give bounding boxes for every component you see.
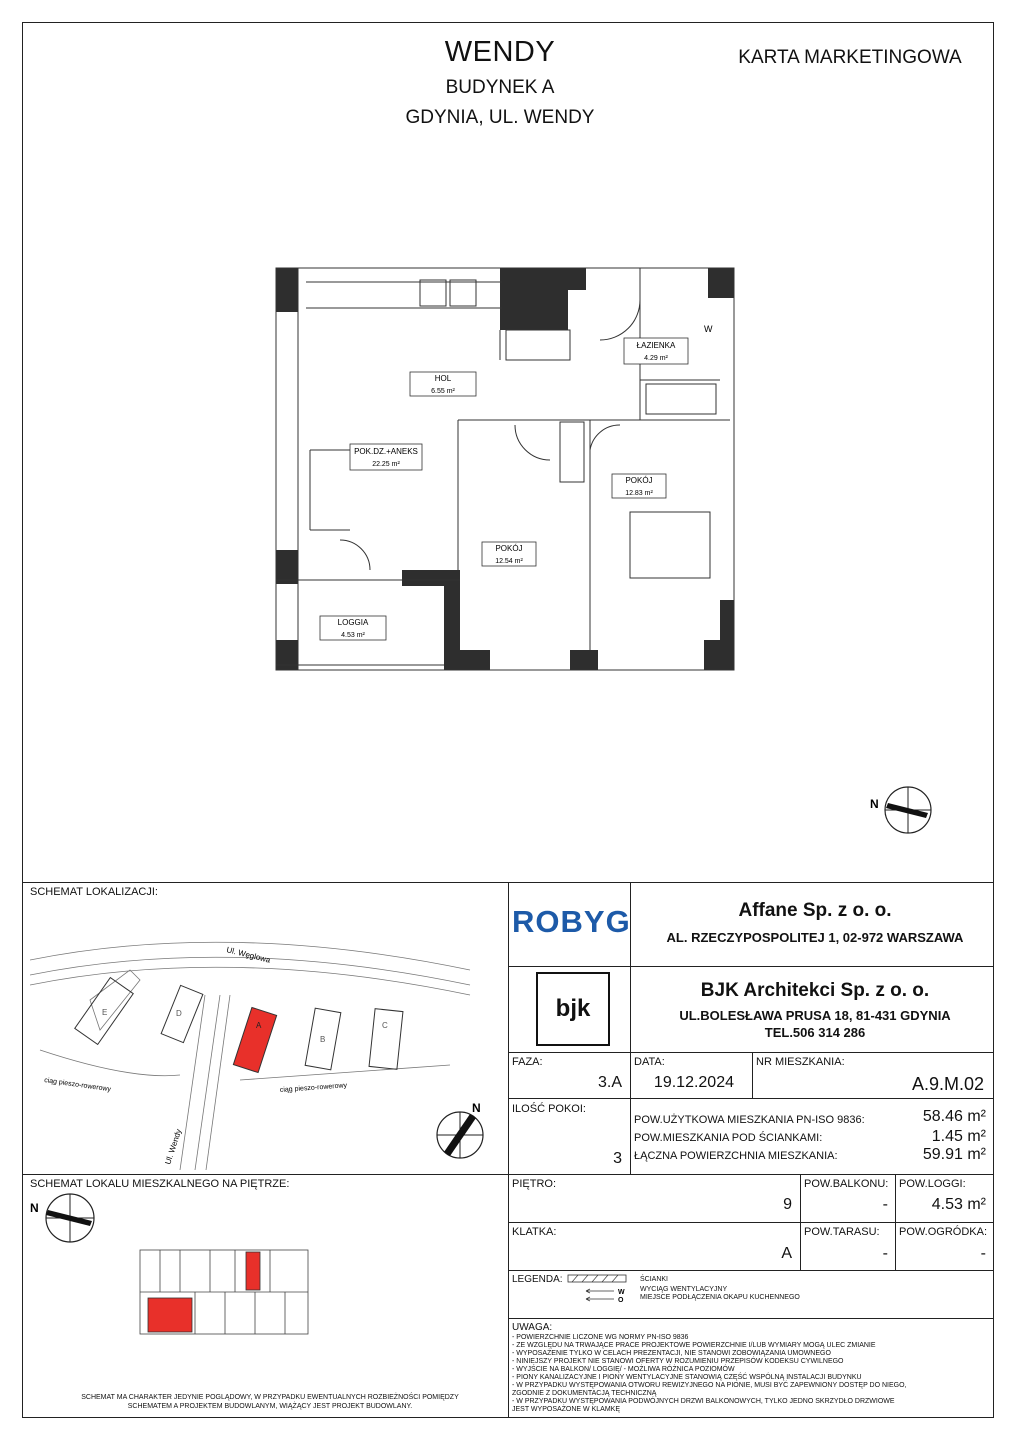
street-wendy: Ul. Wendy bbox=[163, 1127, 184, 1166]
legend-hood: MIEJSCE PODŁĄCZENIA OKAPU KUCHENNEGO bbox=[640, 1294, 800, 1301]
vent-mark: W bbox=[704, 324, 713, 334]
robyg-logo: ROBYG bbox=[512, 904, 631, 939]
room-lazienka-name: ŁAZIENKA bbox=[636, 341, 676, 350]
room-pokoj2-name: POKÓJ bbox=[495, 544, 523, 553]
room-pokoj2-area: 12.54 m² bbox=[495, 558, 523, 565]
note-line: - W PRZYPADKU WYSTĘPOWANIA OTWORU REWIZYJNEGO NA PIONIE, MUSI BYĆ ZAPEWNIONY DOSTĘP DO NIEGO, bbox=[512, 1382, 907, 1389]
note-line: - NINIEJSZY PROJEKT NIE STANOWI OFERTY W ROZUMIENIU PRZEPISÓW KODEKSU CYWILNEGO bbox=[512, 1358, 844, 1365]
compass-letter: N bbox=[870, 797, 879, 811]
room-loggia-name: LOGGIA bbox=[337, 618, 369, 627]
legend-label: LEGENDA: bbox=[512, 1274, 563, 1285]
pow-sciany-value: 1.45 m² bbox=[931, 1128, 986, 1145]
note-line: - WYJŚCIE NA BALKON/ LOGGIĘ/ - MOŻLIWA RÓŻNICA POZIOMÓW bbox=[512, 1366, 735, 1373]
note-line: - PIONY KANALIZACYJNE I PIONY WENTYLACYJNE STANOWIĄ CZĘŚĆ WSPÓLNĄ INSTALACJI BUDYNKU bbox=[512, 1374, 862, 1381]
notes-label: UWAGA: bbox=[512, 1322, 553, 1333]
map-building-e: E bbox=[102, 1008, 108, 1017]
floor-plan bbox=[270, 260, 740, 680]
note-line: ZGODNIE Z DOKUMENTACJĄ TECHNICZNĄ bbox=[512, 1390, 657, 1397]
path-2: ciąg pieszo-rowerowy bbox=[279, 1082, 348, 1094]
nr-label: NR MIESZKANIA: bbox=[756, 1056, 845, 1068]
pow-sciany-label: POW.MIESZKANIA POD ŚCIANKAMI: bbox=[634, 1132, 823, 1144]
architect-name: BJK Architekci Sp. z o. o. bbox=[700, 980, 930, 1001]
klatka-value: A bbox=[781, 1245, 792, 1262]
klatka-label: KLATKA: bbox=[512, 1226, 557, 1238]
card-type: KARTA MARKETINGOWA bbox=[738, 47, 962, 68]
data-label: DATA: bbox=[634, 1056, 665, 1068]
building-name: BUDYNEK A bbox=[445, 77, 555, 98]
legend-w-mark: W bbox=[618, 1289, 625, 1296]
floor-scheme-label: SCHEMAT LOKALU MIESZKALNEGO NA PIĘTRZE: bbox=[30, 1178, 290, 1190]
bjk-logo: bjk bbox=[536, 972, 610, 1046]
note-line: - ZE WZGLĘDU NA TRWAJĄCE PRACE PROJEKTOWE POWIERZCHNIE I/LUB WYMIARY MOGĄ ULEC ZMIANIE bbox=[512, 1342, 876, 1349]
loggia-label: POW.LOGGI: bbox=[899, 1178, 966, 1190]
path-1: ciąg pieszo-rowerowy bbox=[43, 1077, 112, 1094]
disclaimer-2: SCHEMATEM A PROJEKTEM BUDOWLANYM, WIĄŻĄCY JEST PROJEKT BUDOWLANY. bbox=[127, 1403, 413, 1410]
note-line: - POWIERZCHNIE LICZONE WG NORMY PN-ISO 9836 bbox=[512, 1334, 689, 1341]
pow-uzytkowa-value: 58.46 m² bbox=[922, 1108, 986, 1125]
balkon-value: - bbox=[882, 1196, 888, 1213]
location-compass-letter: N bbox=[472, 1101, 481, 1115]
room-living-name: POK.DZ.+ANEKS bbox=[354, 447, 418, 456]
nr-value: A.9.M.02 bbox=[911, 1074, 984, 1094]
developer-name: Affane Sp. z o. o. bbox=[738, 900, 892, 921]
room-living-area: 22.25 m² bbox=[372, 461, 400, 468]
room-hol-area: 6.55 m² bbox=[431, 388, 455, 395]
note-line: - W PRZYPADKU WYSTĘPOWANIA PODWÓJNYCH DRZWI BALKONOWYCH, TYLKO JEDNO SKRZYDŁO DRZWIOWE bbox=[512, 1398, 895, 1405]
developer-address: AL. RZECZYPOSPOLITEJ 1, 02-972 WARSZAWA bbox=[666, 930, 964, 945]
pokoje-value: 3 bbox=[613, 1150, 622, 1167]
legend-symbols bbox=[566, 1274, 630, 1304]
taras-value: - bbox=[882, 1245, 888, 1262]
data-value: 19.12.2024 bbox=[653, 1074, 734, 1091]
room-loggia-area: 4.53 m² bbox=[341, 632, 365, 639]
faza-value: 3.A bbox=[597, 1074, 622, 1091]
legend-vent: WYCIĄG WENTYLACYJNY bbox=[640, 1286, 728, 1293]
architect-address: UL.BOLESŁAWA PRUSA 18, 81-431 GDYNIA bbox=[679, 1008, 951, 1023]
room-hol-name: HOL bbox=[434, 374, 452, 383]
pow-uzytkowa-label: POW.UŻYTKOWA MIESZKANIA PN-ISO 9836: bbox=[634, 1114, 865, 1126]
floor-scheme-map bbox=[30, 1190, 500, 1390]
pietro-value: 9 bbox=[783, 1196, 792, 1213]
room-pokoj1-name: POKÓJ bbox=[625, 476, 653, 485]
address: GDYNIA, UL. WENDY bbox=[405, 107, 595, 128]
taras-label: POW.TARASU: bbox=[804, 1226, 880, 1238]
note-line: JEST WYPOSAŻONE W KLAMKĘ bbox=[512, 1406, 621, 1413]
street-weglowa: Ul. Węglowa bbox=[225, 945, 272, 965]
location-map bbox=[30, 900, 500, 1170]
pokoje-label: ILOŚĆ POKOI: bbox=[512, 1103, 586, 1115]
room-pokoj1-area: 12.83 m² bbox=[625, 490, 653, 497]
project-title: WENDY bbox=[444, 36, 556, 68]
pow-laczna-value: 59.91 m² bbox=[922, 1146, 986, 1163]
architect-phone: TEL.506 314 286 bbox=[764, 1025, 866, 1040]
floor-compass-letter: N bbox=[30, 1201, 39, 1215]
legend-walls: ŚCIANKI bbox=[640, 1276, 669, 1283]
faza-label: FAZA: bbox=[512, 1056, 543, 1068]
pow-laczna-label: ŁĄCZNA POWIERZCHNIA MIESZKANIA: bbox=[634, 1150, 838, 1162]
disclaimer-1: SCHEMAT MA CHARAKTER JEDYNIE POGLĄDOWY, W PRZYPADKU EWENTUALNYCH ROZBIEŻNOŚCI POMIĘDZY bbox=[81, 1394, 459, 1401]
loggia-value: 4.53 m² bbox=[931, 1196, 986, 1213]
location-scheme-label: SCHEMAT LOKALIZACJI: bbox=[30, 886, 158, 898]
ogrodek-value: - bbox=[980, 1245, 986, 1262]
map-building-c: C bbox=[382, 1021, 388, 1030]
balkon-label: POW.BALKONU: bbox=[804, 1178, 889, 1190]
room-lazienka-area: 4.29 m² bbox=[644, 355, 668, 362]
map-building-b: B bbox=[320, 1035, 326, 1044]
ogrodek-label: POW.OGRÓDKA: bbox=[899, 1226, 988, 1238]
note-line: - WYPOSAŻENIE TYLKO W CELACH PREZENTACJI, NIE STANOWI ZOBOWIĄZANIA UMOWNEGO bbox=[512, 1350, 831, 1357]
legend-o-mark: O bbox=[618, 1297, 624, 1304]
pietro-label: PIĘTRO: bbox=[512, 1178, 557, 1190]
map-building-d: D bbox=[176, 1009, 182, 1018]
map-building-a: A bbox=[256, 1021, 262, 1030]
compass-main bbox=[866, 780, 938, 840]
